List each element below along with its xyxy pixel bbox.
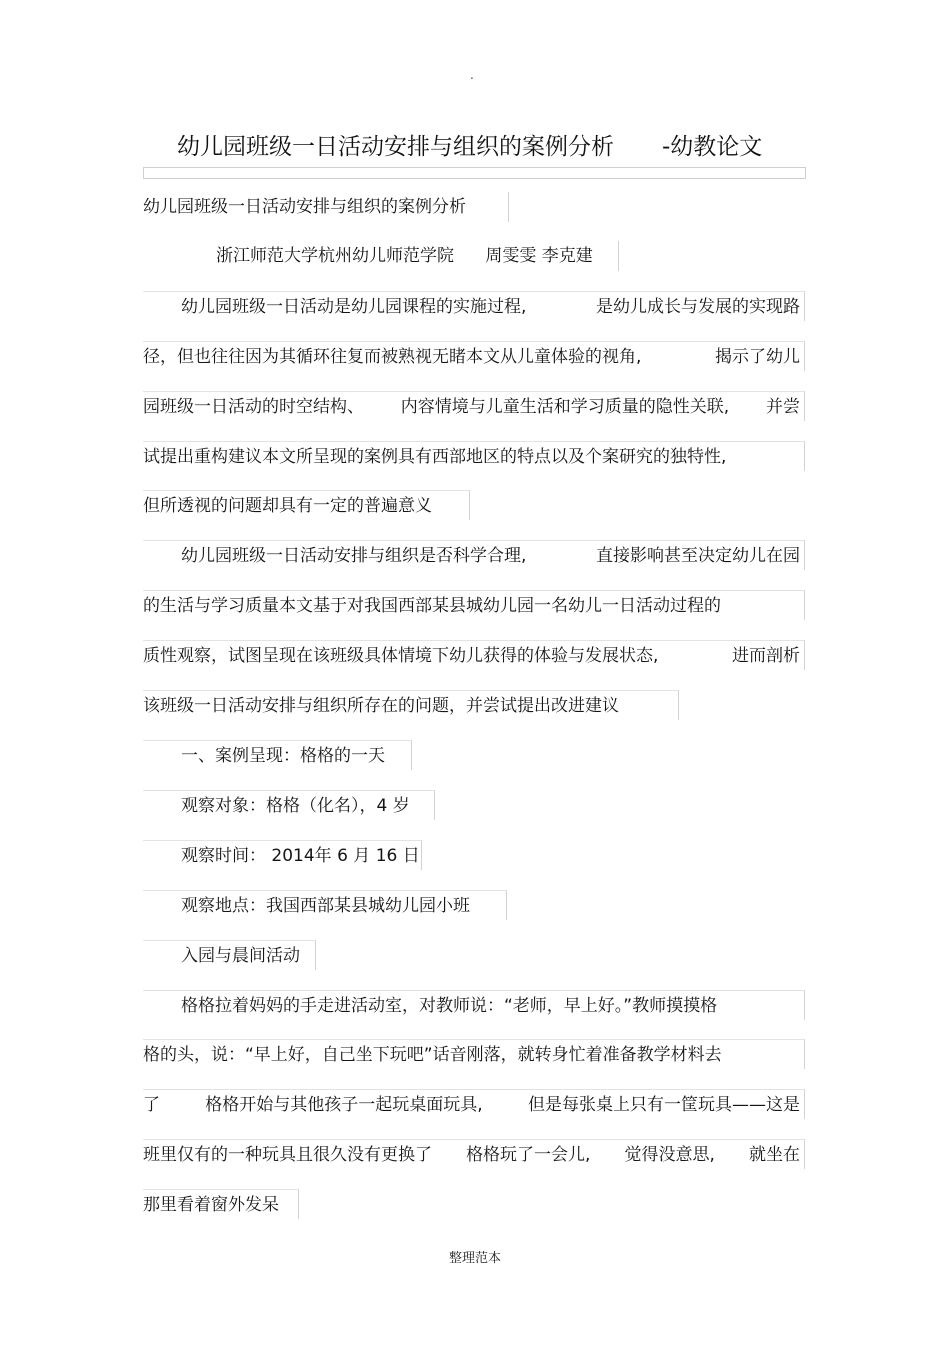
paragraph-1-line-4: 试提出重构建议本文所呈现的案例具有西部地区的特点以及个案研究的独特性, [143, 441, 805, 471]
header-dot: . [470, 68, 474, 82]
paragraph-3-line-4 [143, 1139, 805, 1169]
paragraph-3-line-1: 格格拉着妈妈的手走进活动室，对教师说：“老师，早上好。”教师摸摸格 [143, 990, 805, 1020]
text-run: 就坐在 [749, 1145, 800, 1165]
title-subject-tag: -幼教论文 [662, 134, 763, 160]
paragraph-2-line-4: 该班级一日活动安排与组织所存在的问题，并尝试提出改进建议 [143, 690, 679, 720]
paragraph-1-line-3 [143, 391, 805, 421]
title-divider [143, 167, 806, 179]
text-run: 格格开始与其他孩子一起玩桌面玩具, [205, 1095, 483, 1115]
section-heading-1: 一、案例呈现：格格的一天 [143, 740, 412, 770]
text-run: 幼儿园班级一日活动是幼儿园课程的实施过程, [181, 297, 527, 317]
paragraph-1-line-1 [143, 291, 805, 321]
paragraph-3-line-2: 格的头，说：“早上好，自己坐下玩吧”话音刚落，就转身忙着准备教学材料去 [143, 1039, 805, 1069]
text-run: 进而剖析 [732, 646, 800, 666]
subtitle: 幼儿园班级一日活动安排与组织的案例分析 [143, 192, 509, 222]
paragraph-2-line-1 [143, 540, 805, 570]
author-names: 周雯雯 李克建 [485, 246, 593, 266]
paragraph-3-line-5: 那里看着窗外发呆 [143, 1189, 299, 1219]
text-run: 内容情境与儿童生活和学习质量的隐性关联, [400, 397, 730, 417]
text-run: 班里仅有的一种玩具且很久没有更换了 [143, 1145, 432, 1165]
text-run: 格格玩了一会儿, [466, 1145, 591, 1165]
text-run: 幼儿园班级一日活动安排与组织是否科学合理, [181, 546, 527, 566]
subsection-heading: 入园与晨间活动 [143, 940, 316, 970]
paragraph-3-line-3 [143, 1089, 805, 1119]
paragraph-1-line-2 [143, 341, 805, 371]
text-run: 直接影响甚至决定幼儿在园 [596, 546, 800, 566]
author-institution: 浙江师范大学杭州幼儿师范学院 [216, 246, 454, 266]
authors-line [143, 241, 619, 271]
text-run: 觉得没意思, [624, 1145, 715, 1165]
title-main: 幼儿园班级一日活动安排与组织的案例分析 [177, 134, 614, 160]
observation-place: 观察地点：我国西部某县城幼儿园小班 [143, 890, 507, 920]
text-run: 揭示了幼儿 [715, 347, 800, 367]
observation-subject: 观察对象：格格（化名），4 岁 [143, 790, 435, 820]
paragraph-1-line-5: 但所透视的问题却具有一定的普遍意义 [143, 490, 470, 520]
page-footer: 整理范本 [448, 1251, 501, 1266]
paragraph-2-line-3 [143, 640, 805, 670]
text-run: 但是每张桌上只有一筐玩具——这是 [528, 1095, 800, 1115]
text-run: 园班级一日活动的时空结构、 [143, 397, 364, 417]
text-run: 径，但也往往因为其循环往复而被熟视无睹本文从儿童体验的视角, [143, 347, 642, 367]
text-run: 是幼儿成长与发展的实现路 [596, 297, 800, 317]
text-run: 并尝 [766, 397, 800, 417]
paragraph-2-line-2: 的生活与学习质量本文基于对我国西部某县城幼儿园一名幼儿一日活动过程的 [143, 590, 805, 620]
text-run: 了 [143, 1095, 160, 1115]
observation-time: 观察时间： 2014年 6 月 16 日 [143, 840, 422, 870]
text-run: 质性观察，试图呈现在该班级具体情境下幼儿获得的体验与发展状态, [143, 646, 659, 666]
